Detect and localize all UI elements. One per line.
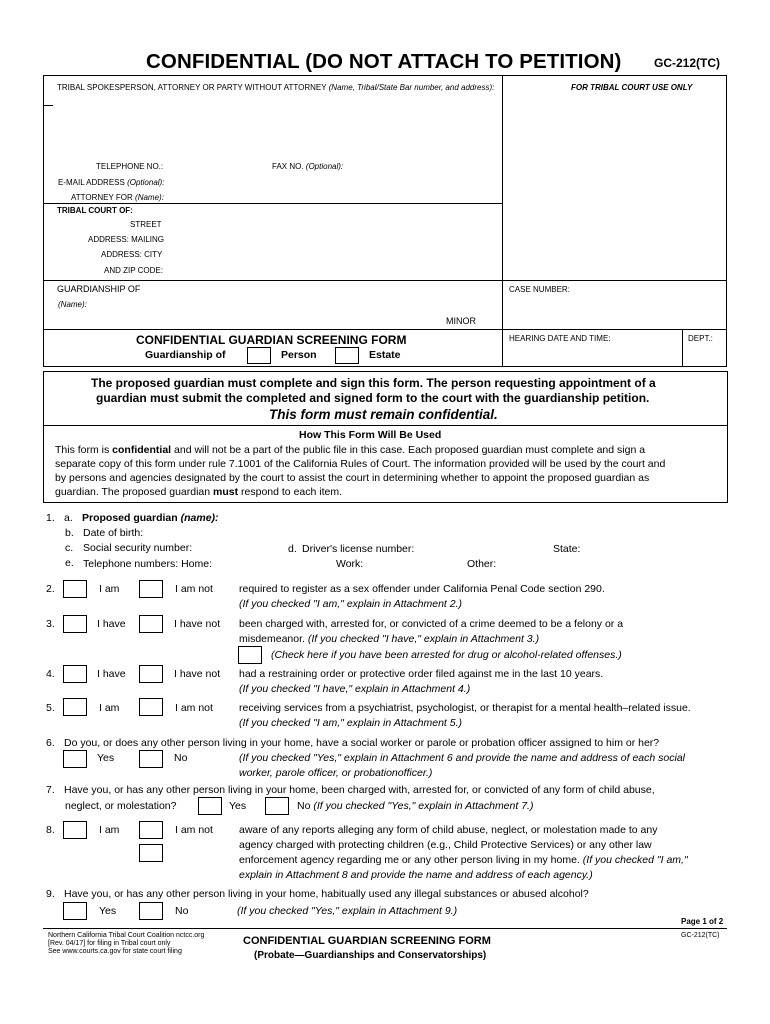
court-use-label: FOR TRIBAL COURT USE ONLY [571, 83, 693, 92]
q3-i-have-not-checkbox[interactable] [139, 615, 163, 633]
q6-hint-2: worker, parole officer, or probationofficer.) [239, 767, 433, 779]
email-label: E-MAIL ADDRESS (Optional): [58, 178, 165, 187]
q8-text-3: enforcement agency regarding me or any other person living in my home. (If you checked "I am," [239, 854, 688, 866]
notice-line-2: guardian must submit the completed and signed form to the court with the guardianship petition. [96, 391, 650, 405]
q8-i-am-label: I am [99, 824, 120, 836]
attorney-for-label: ATTORNEY FOR (Name): [71, 193, 164, 202]
city-label: ADDRESS: CITY [101, 250, 163, 259]
form-title: CONFIDENTIAL (DO NOT ATTACH TO PETITION) [146, 50, 622, 73]
q1e-label: Telephone numbers: Home: [83, 558, 212, 570]
footer-subtitle: (Probate—Guardianships and Conservatorships) [254, 950, 487, 961]
q4-i-have-checkbox[interactable] [63, 665, 87, 683]
notice-line-3: This form must remain confidential. [269, 407, 498, 422]
footer-form-number: GC-212(TC) [681, 932, 720, 939]
person-label: Person [281, 349, 317, 361]
q7-text-1: Have you, or has any other person living in your home, been charged with, arrested for, or convicted of any form of child abuse, [64, 784, 655, 796]
tribal-court-label: TRIBAL COURT OF: [57, 206, 133, 215]
how-used-p4: guardian. The proposed guardian must respond to each item. [55, 486, 343, 498]
q6-yes-checkbox[interactable] [63, 750, 87, 768]
q8-text-2: agency charged with protecting children (e.g., Child Protective Services) or any other law [239, 839, 652, 851]
caption-top-border [43, 75, 727, 76]
case-number-label: CASE NUMBER: [509, 285, 570, 294]
q3-text-1: been charged with, arrested for, or convicted of a crime deemed to be a felony or a [239, 618, 624, 630]
caption-line-court [43, 203, 503, 204]
form-number: GC-212(TC) [654, 56, 721, 70]
q5-i-am-not-label: I am not [175, 702, 213, 714]
caption-line-guardianship [43, 280, 727, 281]
q3-i-have-checkbox[interactable] [63, 615, 87, 633]
q1e-letter: e. [65, 557, 74, 569]
person-checkbox[interactable] [247, 347, 271, 364]
q3-i-have-not-label: I have not [174, 618, 221, 630]
q9-hint: (If you checked "Yes," explain in Attachment 9.) [237, 905, 458, 917]
estate-label: Estate [369, 349, 401, 361]
street-label: STREET [130, 220, 162, 229]
q1c-letter: c. [65, 542, 74, 554]
dept-label: DEPT.: [688, 334, 713, 343]
other-label: Other: [467, 558, 497, 570]
notice-line-1: The proposed guardian must complete and sign this form. The person requesting appointment of a [91, 376, 656, 390]
q1a-letter: a. [64, 512, 73, 524]
work-label: Work: [336, 558, 364, 570]
q4-i-have-not-checkbox[interactable] [139, 665, 163, 683]
q1d-letter: d. [288, 543, 297, 555]
q9-no-checkbox[interactable] [139, 902, 163, 920]
caption-bottom-border [43, 366, 727, 367]
q8-i-am-not-label: I am not [175, 824, 213, 836]
footer-org: Northern California Tribal Court Coalition nctcc.org [48, 932, 205, 939]
q8-extra-checkbox[interactable] [139, 844, 163, 862]
q7-number: 7. [46, 784, 55, 796]
q7-yes-checkbox[interactable] [198, 797, 222, 815]
zip-label: AND ZIP CODE: [104, 266, 163, 275]
q1c-label: Social security number: [83, 542, 193, 554]
q9-yes-checkbox[interactable] [63, 902, 87, 920]
footer-rev: [Rev. 04/17] for filing in Tribal court only [48, 940, 171, 947]
q5-hint: (If you checked "I am," explain in Attachment 5.) [239, 717, 463, 729]
q6-hint-1: (If you checked "Yes," explain in Attachment 6 and provide the name and address of each social [239, 752, 685, 764]
telephone-label: TELEPHONE NO.: [96, 162, 164, 171]
q3-text-2: misdemeanor. (If you checked "I have," explain in Attachment 3.) [239, 633, 540, 645]
q6-no-label: No [174, 752, 188, 764]
q6-number: 6. [46, 737, 55, 749]
q4-number: 4. [46, 668, 55, 680]
q4-i-have-not-label: I have not [174, 668, 221, 680]
q5-number: 5. [46, 702, 55, 714]
guardianship-of-2: Guardianship of [145, 349, 226, 361]
q6-no-checkbox[interactable] [139, 750, 163, 768]
caption-divider [502, 75, 503, 367]
q7-no-label: No (If you checked "Yes," explain in Attachment 7.) [297, 800, 534, 812]
caption-right-border [726, 75, 727, 367]
q1d-label: Driver's license number: [302, 543, 415, 555]
q2-text: required to register as a sex offender under California Penal Code section 290. [239, 583, 605, 595]
mailing-label: ADDRESS: MAILING [88, 235, 165, 244]
q8-i-am-checkbox[interactable] [63, 821, 87, 839]
q1b-label: Date of birth: [83, 527, 144, 539]
left-tick [43, 105, 53, 106]
q8-i-am-not-checkbox[interactable] [139, 821, 163, 839]
q9-text: Have you, or has any other person living in your home, habitually used any illegal substances or abused alcohol? [64, 888, 589, 900]
q2-i-am-not-label: I am not [175, 583, 213, 595]
name-hint: (Name): [58, 300, 87, 309]
q2-i-am-not-checkbox[interactable] [139, 580, 163, 598]
fax-label: FAX NO. (Optional): [272, 162, 344, 171]
q3-drug-label: (Check here if you have been arrested for drug or alcohol-related offenses.) [271, 649, 622, 661]
state-label: State: [553, 543, 581, 555]
how-used-title: How This Form Will Be Used [299, 429, 442, 441]
how-used-p1: This form is confidential and will not be a part of the public file in this case. Each proposed guardian must complete and sign a [55, 444, 646, 456]
party-label: TRIBAL SPOKESPERSON, ATTORNEY OR PARTY WITHOUT ATTORNEY (Name, Tribal/State Bar number, and address): [57, 83, 495, 92]
estate-checkbox[interactable] [335, 347, 359, 364]
q9-number: 9. [46, 888, 55, 900]
screening-form-title: CONFIDENTIAL GUARDIAN SCREENING FORM [136, 333, 407, 347]
q7-no-checkbox[interactable] [265, 797, 289, 815]
q8-hint-2: explain in Attachment 8 and provide the name and address of each agency.) [239, 869, 593, 881]
q7-text-2: neglect, or molestation? [65, 800, 177, 812]
how-used-p2: separate copy of this form under rule 7.1001 of the California Rules of Court. The information provided will be used by the court and [55, 458, 666, 470]
dept-divider [682, 329, 683, 366]
q3-drug-checkbox[interactable] [238, 646, 262, 664]
q2-hint: (If you checked "I am," explain in Attachment 2.) [239, 598, 463, 610]
q3-i-have-label: I have [97, 618, 126, 630]
q3-number: 3. [46, 618, 55, 630]
q6-yes-label: Yes [97, 752, 115, 764]
q2-i-am-label: I am [99, 583, 120, 595]
how-used-p3: by persons and agencies designated by the court to assist the court in determining whether to appoint the proposed guardian as [55, 472, 650, 484]
hearing-label: HEARING DATE AND TIME: [509, 334, 611, 343]
caption-line-title [43, 329, 727, 330]
page-number: Page 1 of 2 [681, 917, 724, 926]
caption-left-border [43, 75, 44, 367]
footer-rule [43, 928, 727, 929]
q1-number: 1. [46, 512, 55, 524]
guardianship-of-label: GUARDIANSHIP OF [57, 284, 141, 294]
footer-see: See www.courts.ca.gov for state court filing [48, 948, 182, 955]
q5-text: receiving services from a psychiatrist, psychologist, or therapist for a mental health–related issue. [239, 702, 691, 714]
q9-no-label: No [175, 905, 189, 917]
q4-i-have-label: I have [97, 668, 126, 680]
q5-i-am-not-checkbox[interactable] [139, 698, 163, 716]
q7-yes-label: Yes [229, 800, 247, 812]
q8-text-1: aware of any reports alleging any form of child abuse, neglect, or molestation made to any [239, 824, 658, 836]
q4-hint: (If you checked "I have," explain in Attachment 4.) [239, 683, 471, 695]
footer-title: CONFIDENTIAL GUARDIAN SCREENING FORM [243, 935, 491, 947]
q5-i-am-checkbox[interactable] [63, 698, 87, 716]
q8-number: 8. [46, 824, 55, 836]
q4-text: had a restraining order or protective order filed against me in the last 10 years. [239, 668, 604, 680]
q2-number: 2. [46, 583, 55, 595]
notice-divider [43, 425, 728, 426]
q1b-letter: b. [65, 527, 74, 539]
minor-label: MINOR [446, 316, 476, 326]
q1a-label: Proposed guardian (name): [82, 512, 219, 524]
q2-i-am-checkbox[interactable] [63, 580, 87, 598]
q5-i-am-label: I am [99, 702, 120, 714]
q9-yes-label: Yes [99, 905, 117, 917]
q6-text: Do you, or does any other person living in your home, have a social worker or parole or probation officer assigned to him or her? [64, 737, 660, 749]
